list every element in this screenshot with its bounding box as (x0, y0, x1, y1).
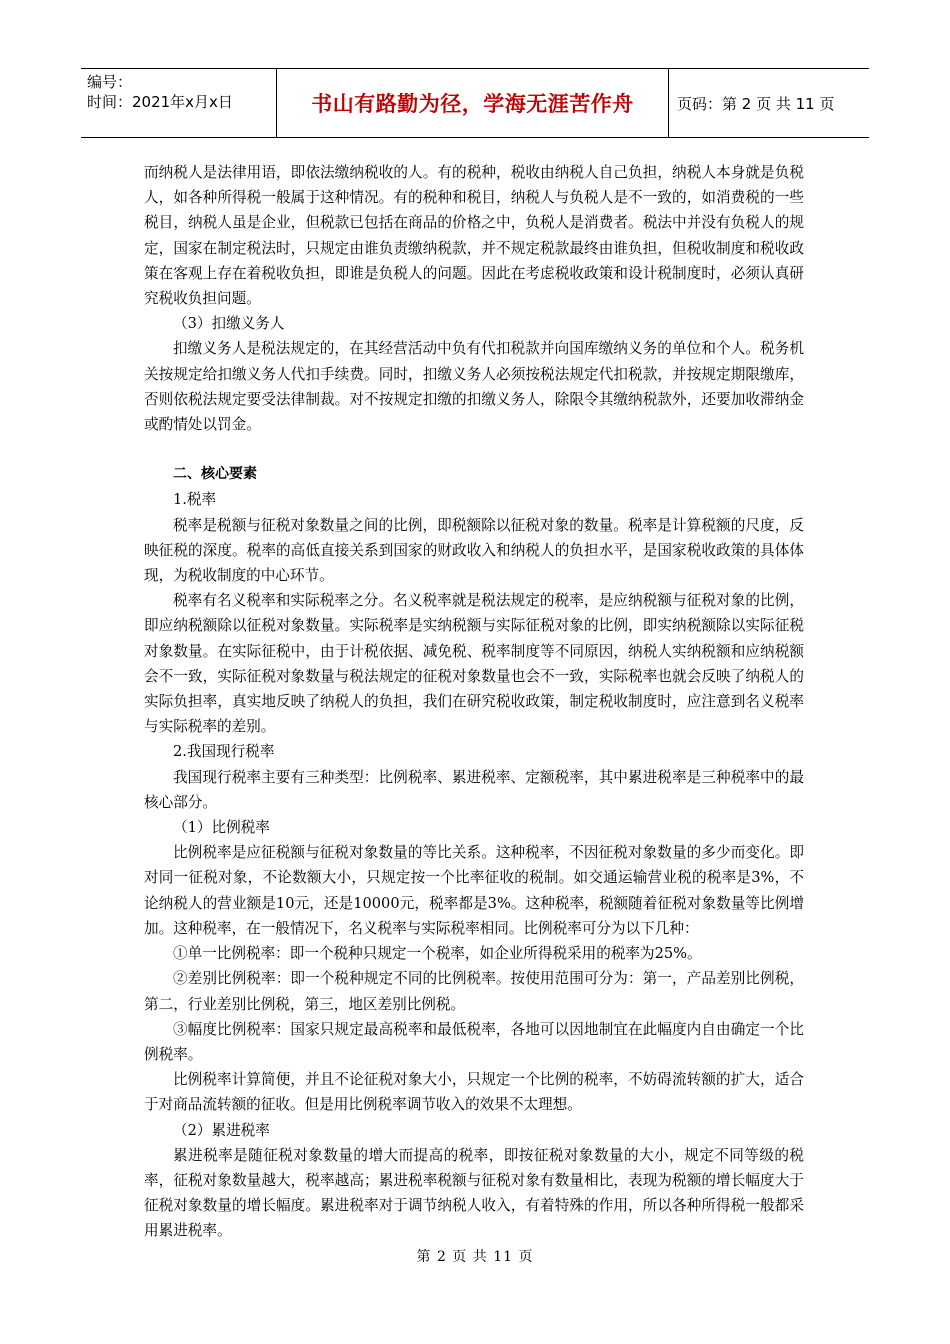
body-paragraph: 扣缴义务人是税法规定的，在其经营活动中负有代扣税款并向国库缴纳义务的单位和个人。税务机关按规定给扣缴义务人代扣手续费。同时，扣缴义务人必须按税法规定代扣税款，并按规定期限缴库，否则依税法规定要受法律制裁。对不按规定扣缴的扣缴义务人，除限令其缴纳税款外，还要加收滞纳金或酌情处以罚金。 (144, 340, 804, 434)
body-paragraph: 我国现行税率主要有三种类型：比例税率、累进税率、定额税率，其中累进税率是三种税率中的最核心部分。 (144, 768, 804, 811)
body-paragraph: ③幅度比例税率：国家只规定最高税率和最低税率，各地可以因地制宜在此幅度内自由确定一个比例税率。 (144, 1020, 804, 1063)
document-header (81, 68, 869, 138)
header-motto: 书山有路勤为径，学海无涯苦作舟 (311, 92, 634, 116)
body-paragraph: 而纳税人是法律用语，即依法缴纳税收的人。有的税种，税收由纳税人自己负担，纳税人本身就是负税人，如各种所得税一般属于这种情况。有的税种和税目，纳税人与负税人是不一致的，如消费税的一些税目，纳税人虽是企业，但税款已包括在商品的价格之中，负税人是消费者。税法中并没有负税人的规定，国家在制定税法时，只规定由谁负责缴纳税款，并不规定税款最终由谁负担，但税收制度和税收政策在客观上存在着税收负担，即谁是负税人的问题。因此在考虑税收政策和设计税制度时，必须认真研究税收负担问题。 (144, 164, 804, 308)
page-footer: 第 2 页 共 11 页 (416, 1249, 534, 1265)
body-paragraph: 比例税率是应征税额与征税对象数量的等比关系。这种税率，不因征税对象数量的多少而变化。即对同一征税对象，不论数额大小，只规定按一个比率征收的税制。如交通运输营业税的税率是3%，不论纳税人的营业额是10元，还是10000元，税率都是3%。这种税率，税额随着征税对象数量等比例增加。这种税率，在一般情况下，名义税率与实际税率相同。比例税率可分为以下几种： (144, 844, 804, 937)
document-body (144, 160, 804, 1244)
header-page-info: 页码：第 2 页 共 11 页 (677, 94, 835, 113)
section-heading: 二、核心要素 (173, 466, 257, 483)
body-paragraph: ②差别比例税率：即一个税种规定不同的比例税率。按使用范围可分为：第一，产品差别比例税，第二，行业差别比例税，第三，地区差别比例税。 (144, 970, 804, 1013)
body-paragraph: ①单一比例税率：即一个税种只规定一个税率，如企业所得税采用的税率为25%。 (173, 945, 702, 963)
body-paragraph: 2.我国现行税率 (173, 743, 275, 761)
body-paragraph: （2）累进税率 (173, 1121, 270, 1139)
body-paragraph: 累进税率是随征税对象数量的增大而提高的税率，即按征税对象数量的大小，规定不同等级的税率，征税对象数量越大，税率越高；累进税率税额与征税对象有数量相比，表现为税额的增长幅度大于征税对象数量的增长幅度。累进税率对于调节纳税人收入，有着特殊的作用，所以各种所得税一般都采用累进税率。 (144, 1146, 804, 1240)
body-paragraph: 1.税率 (173, 491, 217, 509)
header-motto-cell (277, 69, 669, 137)
body-paragraph: （1）比例税率 (173, 819, 270, 837)
document-date-label: 时间：2021年x月x日 (87, 93, 233, 111)
body-paragraph: （3）扣缴义务人 (173, 315, 285, 333)
document-number-label: 编号： (87, 73, 133, 91)
header-meta (81, 69, 277, 137)
body-paragraph: 比例税率计算简便，并且不论征税对象大小，只规定一个比例的税率，不妨碍流转额的扩大，适合于对商品流转额的征收。但是用比例税率调节收入的效果不太理想。 (144, 1071, 804, 1114)
body-paragraph: 税率有名义税率和实际税率之分。名义税率就是税法规定的税率，是应纳税额与征税对象的比例，即应纳税额除以征税对象数量。实际税率是实纳税额与实际征税对象的比例，即实纳税额除以实际征税对象数量。在实际征税中，由于计税依据、减免税、税率制度等不同原因，纳税人实纳税额和应纳税额会不一致，实际征税对象数量与税法规定的征税对象数量也会不一致，实际税率也就会反映了纳税人的实际负担率，真实地反映了纳税人的负担，我们在研究税收政策，制定税收制度时，应注意到名义税率与实际税率的差别。 (144, 592, 804, 736)
body-paragraph: 税率是税额与征税对象数量之间的比例，即税额除以征税对象的数量。税率是计算税额的尺度，反映征税的深度。税率的高低直接关系到国家的财政收入和纳税人的负担水平，是国家税收政策的具体体现，为税收制度的中心环节。 (144, 516, 804, 585)
